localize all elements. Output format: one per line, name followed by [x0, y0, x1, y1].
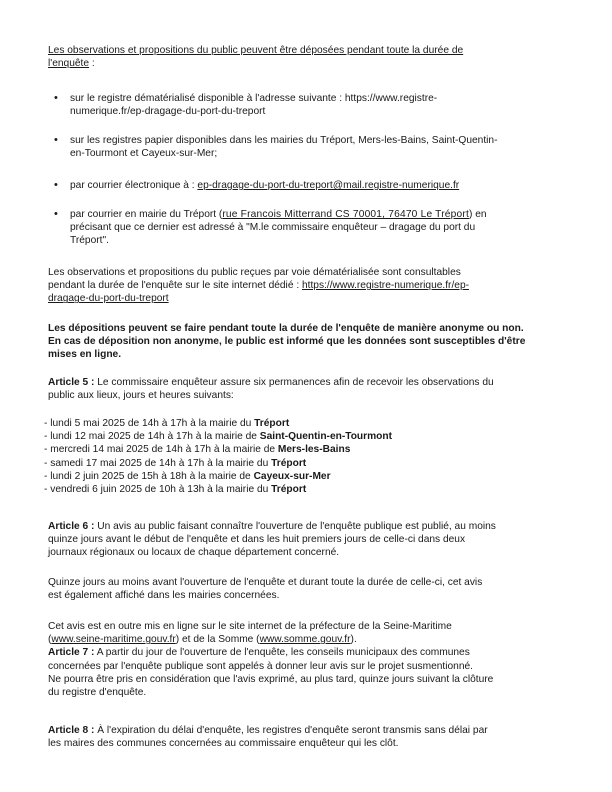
- article-6-label: Article 6 :: [48, 521, 95, 532]
- internet-and-article-7: Cet avis est en outre mis en ligne sur le site internet de la préfecture de la Seine-Maritime (www.seine-maritime.gouv.fr) et de la Somme (www.somme.gouv.fr). Article 7 : A partir du jour de l'ouverture de l'enquête, les conseils municipaux des communes concernées par l'enquête publique sont appelés à donner leur avis sur le projet susmentionné. Ne pourra être pris en considération que l'avis exprimé, au plus tard, quinze jours suivant la clôture du registre d'enquête.: [48, 620, 558, 699]
- list-item-registre-dematerialise: sur le registre dématérialisé disponible à l'adresse suivante : https://www.registre- numerique.fr/ep-dragage-du-port-du-treport: [70, 93, 438, 118]
- article-5: Article 5 : Le commissaire enquêteur assure six permanences afin de recevoir les observations du public aux lieux, jours et heures suivants:: [48, 377, 494, 402]
- bullet-icon: •: [54, 179, 58, 191]
- schedule-item: - lundi 5 mai 2025 de 14h à 17h à la mairie du Tréport: [44, 418, 290, 429]
- list-item-courrier-mairie: par courrier en mairie du Tréport (rue Francois Mitterrand CS 70001, 76470 Le Tréport) en précisant que ce dernier est adressé à "M.le commissaire enquêteur – dragage du port du Tréport".: [70, 209, 487, 247]
- schedule-item: - vendredi 6 juin 2025 de 10h à 13h à la mairie du Tréport: [44, 484, 307, 496]
- intro-line-1: Les observations et propositions du public peuvent être déposées pendant toute la durée de: [48, 45, 464, 56]
- list-item-courrier-electronique: par courrier électronique à : ep-dragage-du-port-du-treport@mail.registre-numerique.fr: [70, 180, 460, 191]
- registre-link-continued[interactable]: dragage-du-port-du-treport: [48, 293, 169, 305]
- article-7-label: Article 7 :: [48, 647, 95, 659]
- registre-link[interactable]: https://www.registre-numerique.fr/ep-: [301, 280, 470, 292]
- postal-address: rue Francois Mitterrand CS 70001, 76470 Le Tréport: [222, 209, 470, 220]
- seine-maritime-link[interactable]: www.seine-maritime.gouv.fr: [51, 634, 176, 646]
- email-link[interactable]: ep-dragage-du-port-du-treport@mail.registre-numerique.fr: [197, 180, 460, 191]
- bullet-icon: •: [54, 208, 58, 220]
- schedule-item: - samedi 17 mai 2025 de 14h à 17h à la mairie du Tréport: [44, 457, 307, 469]
- schedule-item: - mercredi 14 mai 2025 de 14h à 17h à la mairie de Mers-les-Bains: [44, 444, 351, 456]
- article-6: Article 6 : Un avis au public faisant connaître l'ouverture de l'enquête publique est publié, au moins quinze jours avant le début de l'enquête et dans les huit premiers jours de celle-ci dans deux journaux régionaux ou locaux de chaque département concerné.: [48, 521, 496, 559]
- bullet-icon: •: [54, 92, 58, 104]
- article-7: Article 7 : A partir du jour de l'ouverture de l'enquête, les conseils municipaux des communes: [48, 647, 470, 659]
- article-5-label: Article 5 :: [48, 377, 95, 388]
- somme-link[interactable]: www.somme.gouv.fr: [259, 634, 351, 646]
- online-consultation-paragraph: Les observations et propositions du public reçues par voie dématérialisée sont consultables pendant la durée de l'enquête sur le site internet dédié : https://www.registre-numerique.fr/ep- dragage-du-port-du-treport: [48, 266, 552, 306]
- intro-line-2: l'enquête: [48, 58, 90, 70]
- permanence-schedule-list: [44, 417, 392, 496]
- article-8-label: Article 8 :: [48, 725, 95, 736]
- bullet-icon: •: [54, 134, 58, 146]
- affichage-paragraph: Quinze jours au moins avant l'ouverture de l'enquête et durant toute la durée de celle-ci, cet avis est également affiché dans les mairies concernées.: [48, 577, 483, 602]
- schedule-item: - lundi 12 mai 2025 de 14h à 17h à la mairie de Saint-Quentin-en-Tourmont: [44, 431, 393, 443]
- article-8: Article 8 : À l'expiration du délai d'enquête, les registres d'enquête seront transmis sans délai par les maires des communes concernées au commissaire enquêteur qui les clôt.: [48, 725, 488, 750]
- intro-paragraph: Les observations et propositions du public peuvent être déposées pendant toute la durée de l'enquête :: [48, 44, 552, 70]
- anonymous-deposition-paragraph: Les dépositions peuvent se faire pendant toute la durée de l'enquête de manière anonyme ou non. En cas de déposition non anonyme, le public est informé que les données sont susceptibles d'être mises en ligne.: [48, 323, 526, 361]
- list-item-registres-papier: sur les registres papier disponibles dans les mairies du Tréport, Mers-les-Bains, Saint-Quentin- en-Tourmont et Cayeux-sur-Mer;: [70, 135, 498, 160]
- schedule-item: - lundi 2 juin 2025 de 15h à 18h à la mairie de Cayeux-sur-Mer: [44, 470, 331, 482]
